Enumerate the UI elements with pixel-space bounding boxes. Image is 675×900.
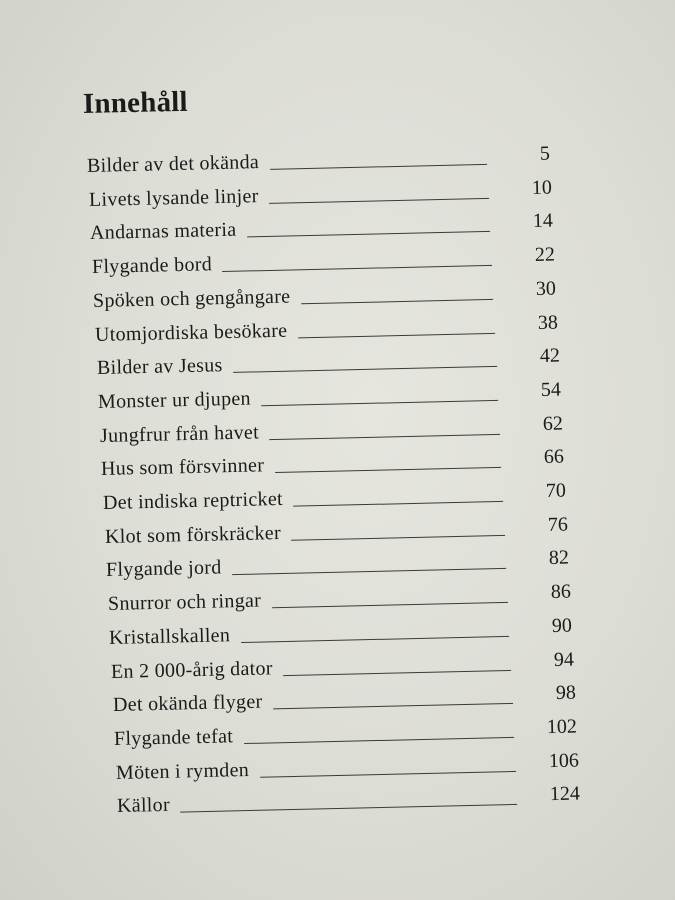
toc-leader-line — [242, 636, 510, 643]
toc-entry-page-number: 124 — [550, 782, 581, 806]
toc-leader-line — [270, 164, 487, 170]
toc-entry-page-number: 102 — [546, 715, 578, 739]
toc-entry-page-number: 106 — [548, 749, 579, 772]
toc-leader-line — [298, 332, 495, 337]
toc-entry-title: En 2 000-årig dator — [110, 656, 273, 683]
toc-entry-title: Det indiska reptricket — [102, 487, 284, 514]
toc-entry-title: Flygande jord — [105, 556, 222, 582]
toc-leader-line — [233, 366, 497, 373]
toc-entry-page-number: 82 — [548, 546, 570, 570]
toc-entry-title: Flygande bord — [91, 253, 213, 279]
toc-entry-title: Hus som försvinner — [101, 454, 265, 481]
toc-leader-line — [181, 804, 518, 813]
toc-leader-line — [276, 467, 502, 473]
toc-entry-page-number: 86 — [550, 580, 571, 604]
toc-entry-page-number: 14 — [532, 209, 554, 233]
toc-entry-title: Källor — [117, 794, 171, 818]
toc-leader-line — [272, 602, 508, 608]
toc-entry — [93, 274, 564, 315]
toc-entry-title: Bilder av Jesus — [96, 354, 223, 380]
toc-entry — [87, 139, 558, 180]
toc-entry-title: Andarnas materia — [89, 219, 237, 245]
toc-entry-title: Bilder av det okända — [86, 151, 260, 177]
toc-entry-page-number: 70 — [545, 479, 567, 502]
toc-entry-page-number: 66 — [544, 445, 565, 469]
toc-entry-page-number: 38 — [537, 310, 559, 334]
toc-entry — [114, 712, 585, 753]
toc-leader-line — [283, 669, 511, 675]
toc-entry-title: Kristallskallen — [109, 624, 231, 649]
toc-leader-line — [232, 568, 506, 575]
toc-entry-title: Snurror och ringar — [107, 589, 262, 616]
toc-entry-title: Spöken och gengångare — [93, 285, 291, 312]
toc-entry-page-number: 62 — [542, 412, 563, 435]
toc-leader-line — [222, 265, 492, 272]
toc-entry — [103, 476, 574, 517]
toc-leader-line — [244, 737, 514, 744]
toc-leader-line — [293, 501, 503, 507]
toc-entry-title: Det okända flyger — [112, 690, 263, 717]
toc-leader-line — [291, 535, 505, 541]
toc-entry-title: Utomjordiska besökare — [94, 319, 288, 346]
toc-leader-line — [247, 231, 490, 238]
toc-leader-line — [261, 400, 498, 406]
toc-entry-title: Möten i rymden — [115, 758, 250, 784]
toc-entry-page-number: 98 — [555, 681, 576, 705]
toc-leader-line — [260, 771, 516, 778]
toc-entry-page-number: 90 — [552, 614, 573, 637]
toc-entry-page-number: 5 — [539, 142, 551, 165]
toc-leader-line — [269, 434, 500, 440]
toc-entry-page-number: 54 — [540, 378, 562, 401]
toc-entry-title: Jungfrur från havet — [99, 420, 260, 447]
toc-entry-title: Klot som förskräcker — [104, 521, 281, 548]
toc-leader-line — [269, 198, 489, 204]
toc-entry — [98, 375, 569, 416]
toc-entry-page-number: 42 — [539, 344, 560, 368]
toc-leader-line — [302, 299, 494, 304]
toc-entry-title: Livets lysande linjer — [88, 184, 259, 211]
toc-entry-page-number: 22 — [534, 243, 555, 267]
toc-entry-page-number: 30 — [536, 277, 557, 300]
toc-entry-title: Flygande tefat — [113, 725, 234, 750]
contents-heading: Innehåll — [82, 85, 189, 120]
toc-leader-line — [273, 703, 513, 709]
toc-entry-page-number: 76 — [547, 513, 568, 536]
toc-entry-page-number: 10 — [531, 176, 552, 199]
toc-entry — [109, 611, 580, 652]
toc-entry — [117, 780, 588, 821]
toc-entry-page-number: 94 — [553, 647, 575, 671]
toc-entry-title: Monster ur djupen — [97, 387, 252, 413]
